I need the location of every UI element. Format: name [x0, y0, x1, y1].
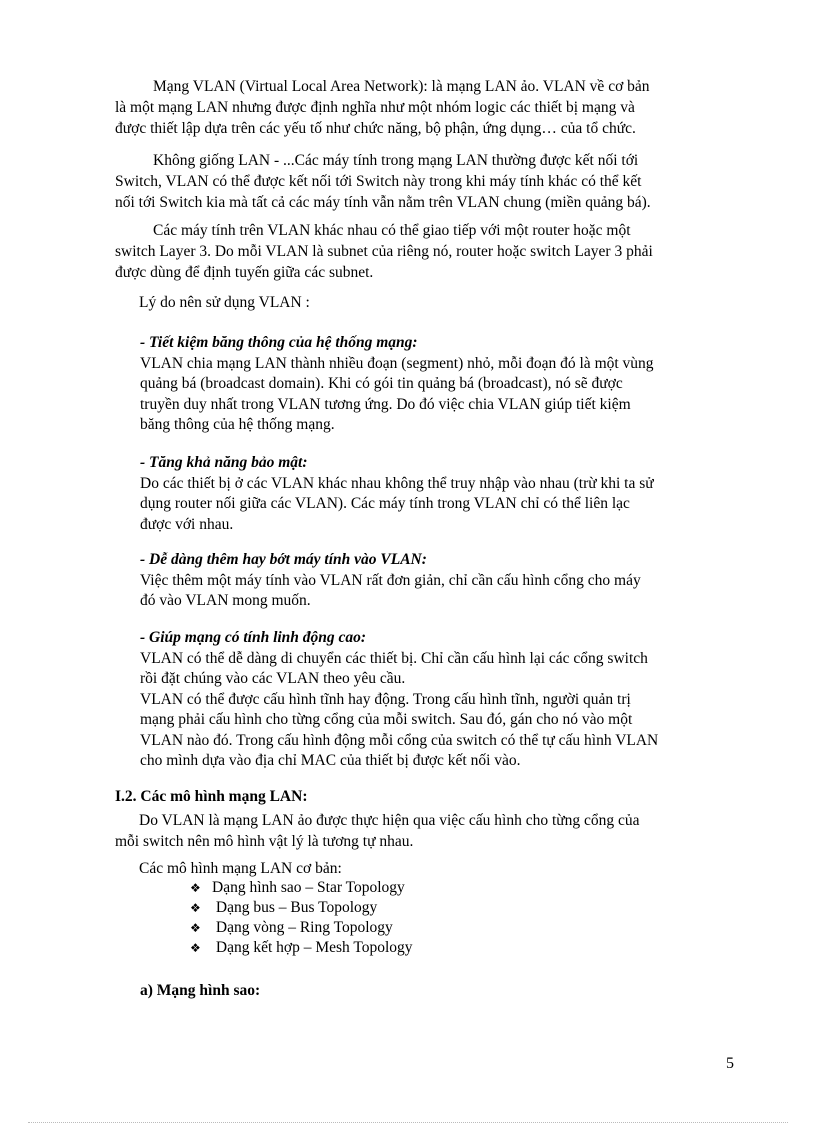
- text-line: truyền duy nhất trong VLAN tương ứng. Do đó việc chia VLAN giúp tiết kiệm: [140, 395, 631, 413]
- text-line: Switch, VLAN có thể được kết nối tới Switch này trong khi máy tính khác có thể kết: [115, 173, 642, 190]
- text-line: Việc thêm một máy tính vào VLAN rất đơn giản, chỉ cần cấu hình cổng cho máy: [140, 571, 641, 589]
- list-item: [190, 938, 413, 958]
- reason-add-remove: [140, 550, 740, 612]
- text-line: Các mô hình mạng LAN cơ bản:: [139, 860, 342, 877]
- text-line: rồi đặt chúng vào các VLAN theo yêu cầu.: [140, 670, 406, 687]
- topology-list: [190, 878, 413, 958]
- text-line: nối tới Switch kia mà tất cả các máy tính vẫn nằm trên VLAN chung (miền quảng bá).: [115, 194, 651, 211]
- reason-title: - Dễ dàng thêm hay bớt máy tính vào VLAN:: [140, 551, 427, 568]
- section-paragraph: [115, 810, 739, 852]
- diamond-bullet-icon: ❖: [190, 941, 201, 955]
- text-line: cho mình dựa vào địa chỉ MAC của thiết bị được kết nối vào.: [140, 752, 521, 769]
- subheading-star: a) Mạng hình sao:: [140, 982, 261, 999]
- intro-paragraph-2: [115, 150, 739, 213]
- text-line: được dùng để định tuyến giữa các subnet.: [115, 264, 374, 281]
- reasons-intro: [115, 292, 739, 313]
- text-line: băng thông của hệ thống mạng.: [140, 416, 335, 433]
- list-item-label: Dạng kết hợp – Mesh Topology: [212, 939, 413, 956]
- text-line: Lý do nên sử dụng VLAN :: [139, 294, 310, 311]
- text-line: Do VLAN là mạng LAN ảo được thực hiện qua việc cấu hình cho từng cổng của: [139, 812, 640, 829]
- text-line: VLAN có thể được cấu hình tĩnh hay động. Trong cấu hình tĩnh, người quản trị: [140, 690, 631, 708]
- list-item-label: Dạng vòng – Ring Topology: [212, 919, 393, 936]
- text-line: dụng router nối giữa các VLAN). Các máy tính trong VLAN chỉ có thể liên lạc: [140, 495, 630, 512]
- reason-title: - Tiết kiệm băng thông của hệ thống mạng:: [140, 334, 418, 351]
- text-line: đó vào VLAN mong muốn.: [140, 592, 311, 609]
- text-line: mỗi switch nên mô hình vật lý là tương tự nhau.: [115, 833, 414, 850]
- section-heading: I.2. Các mô hình mạng LAN:: [115, 788, 308, 805]
- text-line: là một mạng LAN nhưng được định nghĩa như một nhóm logic các thiết bị mạng và: [115, 99, 635, 116]
- list-intro: [115, 858, 739, 879]
- text-line: switch Layer 3. Do mỗi VLAN là subnet của riêng nó, router hoặc switch Layer 3 phải: [115, 243, 653, 260]
- intro-paragraph-3: [115, 220, 739, 283]
- list-item-label: Dạng bus – Bus Topology: [212, 899, 378, 916]
- text-line: Các máy tính trên VLAN khác nhau có thể giao tiếp với một router hoặc một: [153, 222, 631, 239]
- diamond-bullet-icon: ❖: [190, 921, 201, 935]
- text-line: Do các thiết bị ở các VLAN khác nhau không thể truy nhập vào nhau (trừ khi ta sử: [140, 474, 654, 492]
- text-line: VLAN nào đó. Trong cấu hình động mỗi cổng của switch có thể tự cấu hình VLAN: [140, 731, 659, 749]
- reason-flexibility: [140, 628, 740, 772]
- reason-bandwidth: [140, 333, 740, 436]
- diamond-bullet-icon: ❖: [190, 881, 201, 895]
- text-line: quảng bá (broadcast domain). Khi có gói tin quảng bá (broadcast), nó sẽ được: [140, 375, 623, 392]
- reason-title: - Tăng khả năng bảo mật:: [140, 454, 308, 471]
- text-line: được thiết lập dựa trên các yếu tố như chức năng, bộ phận, ứng dụng… của tổ chức.: [115, 120, 636, 137]
- list-item: [190, 918, 413, 938]
- text-line: được với nhau.: [140, 515, 234, 533]
- page-number: 5: [726, 1055, 734, 1072]
- text-line: VLAN có thể dễ dàng di chuyển các thiết bị. Chỉ cần cấu hình lại các cổng switch: [140, 649, 648, 667]
- list-item-label: Dạng hình sao – Star Topology: [212, 879, 405, 896]
- intro-paragraph-1: [115, 76, 739, 139]
- text-line: Không giống LAN - ...Các máy tính trong mạng LAN thường được kết nối tới: [153, 152, 639, 169]
- text-line: VLAN chia mạng LAN thành nhiều đoạn (segment) nhỏ, mỗi đoạn đó là một vùng: [140, 354, 654, 372]
- list-item: [190, 878, 413, 898]
- reason-title: - Giúp mạng có tính linh động cao:: [140, 629, 367, 646]
- text-line: mạng phải cấu hình cho từng cổng của mỗi switch. Sau đó, gán cho nó vào một: [140, 711, 633, 728]
- diamond-bullet-icon: ❖: [190, 901, 201, 915]
- text-line: Mạng VLAN (Virtual Local Area Network): là mạng LAN ảo. VLAN về cơ bản: [153, 78, 650, 95]
- list-item: [190, 898, 413, 918]
- reason-security: [140, 453, 740, 535]
